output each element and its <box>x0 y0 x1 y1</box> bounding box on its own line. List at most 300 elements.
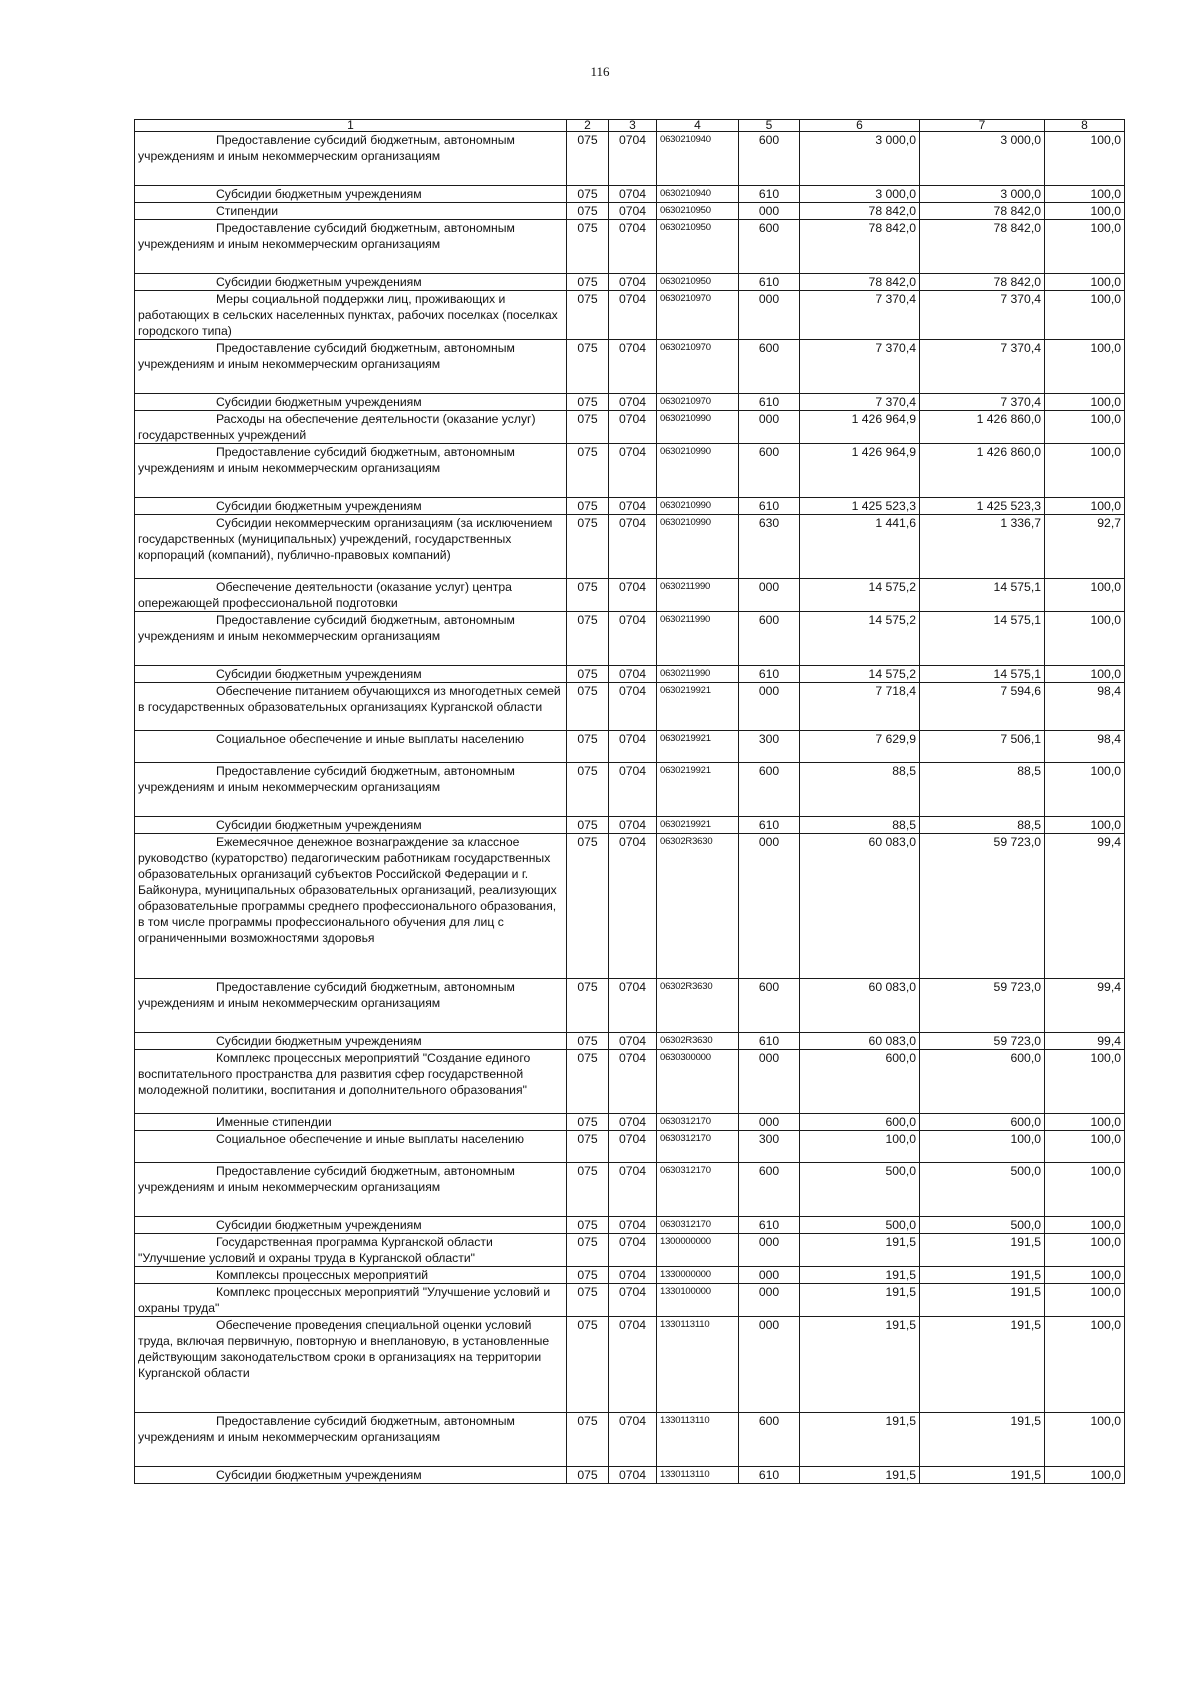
row-name-cell <box>135 1267 567 1284</box>
row-executed-amount-cell: 191,5 <box>920 1317 1045 1413</box>
row-ministry-code-cell: 075 <box>567 763 609 817</box>
row-planned-amount-cell: 7 629,9 <box>800 731 920 763</box>
row-target-code-cell: 0630210990 <box>657 411 739 444</box>
row-name-text: Обеспечение проведения специальной оценки условий труда, включая первичную, повторную и внеплановую, в установленные действующим законодательством сроки в организациях на территории Курганской области <box>138 1318 550 1380</box>
row-ministry-code-cell: 075 <box>567 1413 609 1467</box>
row-name-text: Субсидии некоммерческим организациям (за исключением государственных (муниципальных) учреждений, государственных корпораций (компаний), публично-правовых компаний) <box>138 516 553 562</box>
row-ministry-code-cell: 075 <box>567 498 609 515</box>
row-planned-amount-cell: 60 083,0 <box>800 1033 920 1050</box>
row-executed-amount-cell: 78 842,0 <box>920 203 1045 220</box>
row-planned-amount-cell: 88,5 <box>800 763 920 817</box>
table-row <box>135 666 1125 683</box>
header-row <box>135 120 1125 132</box>
row-name-text: Предоставление субсидий бюджетным, автономным учреждениям и иным некоммерческим организациям <box>138 764 515 794</box>
table-row <box>135 1033 1125 1050</box>
row-percent-cell: 100,0 <box>1045 666 1125 683</box>
table-row <box>135 683 1125 731</box>
row-target-code-cell: 0630210940 <box>657 186 739 203</box>
row-percent-cell: 100,0 <box>1045 1114 1125 1131</box>
row-name-text: Комплекс процессных мероприятий "Улучшение условий и охраны труда" <box>138 1285 551 1315</box>
row-name-text: Субсидии бюджетным учреждениям <box>216 499 422 513</box>
row-name-text: Предоставление субсидий бюджетным, автономным учреждениям и иным некоммерческим организациям <box>138 133 515 163</box>
row-planned-amount-cell: 60 083,0 <box>800 834 920 979</box>
row-name-cell <box>135 1234 567 1267</box>
row-section-code-cell: 0704 <box>609 1163 657 1217</box>
row-percent-cell: 99,4 <box>1045 979 1125 1033</box>
row-name-text: Предоставление субсидий бюджетным, автономным учреждениям и иным некоммерческим организациям <box>138 445 515 475</box>
row-percent-cell: 100,0 <box>1045 1413 1125 1467</box>
row-target-code-cell: 0630210950 <box>657 220 739 274</box>
row-expense-type-cell: 630 <box>739 515 800 579</box>
row-name-text: Предоставление субсидий бюджетным, автономным учреждениям и иным некоммерческим организациям <box>138 221 515 251</box>
row-section-code-cell: 0704 <box>609 498 657 515</box>
row-target-code-cell: 0630210970 <box>657 291 739 340</box>
row-executed-amount-cell: 191,5 <box>920 1234 1045 1267</box>
row-planned-amount-cell: 191,5 <box>800 1467 920 1484</box>
table-row <box>135 817 1125 834</box>
row-expense-type-cell: 610 <box>739 1033 800 1050</box>
row-expense-type-cell: 000 <box>739 1267 800 1284</box>
row-ministry-code-cell: 075 <box>567 220 609 274</box>
row-target-code-cell: 0630210940 <box>657 132 739 186</box>
row-planned-amount-cell: 600,0 <box>800 1114 920 1131</box>
row-ministry-code-cell: 075 <box>567 1317 609 1413</box>
row-name-cell <box>135 291 567 340</box>
row-expense-type-cell: 600 <box>739 132 800 186</box>
row-target-code-cell: 0630210970 <box>657 394 739 411</box>
row-percent-cell: 92,7 <box>1045 515 1125 579</box>
row-section-code-cell: 0704 <box>609 394 657 411</box>
row-expense-type-cell: 300 <box>739 731 800 763</box>
row-planned-amount-cell: 1 425 523,3 <box>800 498 920 515</box>
row-name-cell <box>135 498 567 515</box>
row-section-code-cell: 0704 <box>609 1284 657 1317</box>
row-target-code-cell: 0630312170 <box>657 1114 739 1131</box>
row-executed-amount-cell: 7 370,4 <box>920 394 1045 411</box>
row-planned-amount-cell: 191,5 <box>800 1234 920 1267</box>
row-name-text: Меры социальной поддержки лиц, проживающих и работающих в сельских населенных пунктах, рабочих поселках (поселках городского типа) <box>138 292 558 338</box>
row-percent-cell: 98,4 <box>1045 683 1125 731</box>
row-expense-type-cell: 000 <box>739 203 800 220</box>
row-name-cell <box>135 579 567 612</box>
table-row <box>135 731 1125 763</box>
row-expense-type-cell: 610 <box>739 1217 800 1234</box>
row-name-text: Предоставление субсидий бюджетным, автономным учреждениям и иным некоммерческим организациям <box>138 613 515 643</box>
row-executed-amount-cell: 7 594,6 <box>920 683 1045 731</box>
row-ministry-code-cell: 075 <box>567 612 609 666</box>
row-target-code-cell: 0630219921 <box>657 763 739 817</box>
row-expense-type-cell: 000 <box>739 1317 800 1413</box>
row-percent-cell: 100,0 <box>1045 498 1125 515</box>
row-section-code-cell: 0704 <box>609 411 657 444</box>
row-ministry-code-cell: 075 <box>567 1217 609 1234</box>
row-executed-amount-cell: 191,5 <box>920 1413 1045 1467</box>
row-ministry-code-cell: 075 <box>567 1131 609 1163</box>
row-name-cell <box>135 203 567 220</box>
row-target-code-cell: 0630211990 <box>657 579 739 612</box>
table-row <box>135 340 1125 394</box>
row-ministry-code-cell: 075 <box>567 1163 609 1217</box>
row-target-code-cell: 0630312170 <box>657 1217 739 1234</box>
row-target-code-cell: 0630219921 <box>657 817 739 834</box>
row-name-cell <box>135 444 567 498</box>
row-section-code-cell: 0704 <box>609 666 657 683</box>
header-cell: 3 <box>609 120 657 132</box>
row-expense-type-cell: 610 <box>739 498 800 515</box>
row-expense-type-cell: 610 <box>739 1467 800 1484</box>
row-planned-amount-cell: 1 441,6 <box>800 515 920 579</box>
row-ministry-code-cell: 075 <box>567 394 609 411</box>
row-expense-type-cell: 610 <box>739 274 800 291</box>
row-ministry-code-cell: 075 <box>567 1284 609 1317</box>
row-ministry-code-cell: 075 <box>567 1234 609 1267</box>
table-row <box>135 834 1125 979</box>
row-name-text: Государственная программа Курганской области "Улучшение условий и охраны труда в Курганской области" <box>138 1235 493 1265</box>
row-section-code-cell: 0704 <box>609 1050 657 1114</box>
row-name-cell <box>135 411 567 444</box>
row-planned-amount-cell: 14 575,2 <box>800 612 920 666</box>
row-expense-type-cell: 000 <box>739 411 800 444</box>
row-name-cell <box>135 1467 567 1484</box>
row-target-code-cell: 0630210990 <box>657 498 739 515</box>
table-row <box>135 274 1125 291</box>
row-executed-amount-cell: 88,5 <box>920 763 1045 817</box>
table-row <box>135 1467 1125 1484</box>
row-name-cell <box>135 979 567 1033</box>
row-planned-amount-cell: 78 842,0 <box>800 274 920 291</box>
row-name-text: Комплексы процессных мероприятий <box>216 1268 429 1282</box>
table-row <box>135 612 1125 666</box>
row-executed-amount-cell: 3 000,0 <box>920 186 1045 203</box>
table-row <box>135 291 1125 340</box>
row-planned-amount-cell: 88,5 <box>800 817 920 834</box>
row-expense-type-cell: 600 <box>739 612 800 666</box>
row-executed-amount-cell: 88,5 <box>920 817 1045 834</box>
row-name-text: Субсидии бюджетным учреждениям <box>216 1218 422 1232</box>
row-executed-amount-cell: 59 723,0 <box>920 979 1045 1033</box>
row-planned-amount-cell: 191,5 <box>800 1284 920 1317</box>
budget-table <box>134 119 1125 1484</box>
row-ministry-code-cell: 075 <box>567 411 609 444</box>
row-target-code-cell: 0630210990 <box>657 444 739 498</box>
row-planned-amount-cell: 78 842,0 <box>800 203 920 220</box>
row-name-cell <box>135 1413 567 1467</box>
header-cell: 1 <box>135 120 567 132</box>
row-percent-cell: 100,0 <box>1045 579 1125 612</box>
row-ministry-code-cell: 075 <box>567 186 609 203</box>
row-section-code-cell: 0704 <box>609 1267 657 1284</box>
table-row <box>135 203 1125 220</box>
row-ministry-code-cell: 075 <box>567 291 609 340</box>
row-executed-amount-cell: 1 336,7 <box>920 515 1045 579</box>
row-name-cell <box>135 1284 567 1317</box>
row-section-code-cell: 0704 <box>609 203 657 220</box>
row-ministry-code-cell: 075 <box>567 683 609 731</box>
row-target-code-cell: 0630219921 <box>657 683 739 731</box>
row-expense-type-cell: 600 <box>739 979 800 1033</box>
row-name-text: Комплекс процессных мероприятий "Создание единого воспитательного пространства для развития сфер государственной молодежной политики, воспитания и дополнительного образования" <box>138 1051 531 1097</box>
row-name-text: Именные стипендии <box>216 1115 332 1129</box>
row-name-cell <box>135 394 567 411</box>
row-name-text: Субсидии бюджетным учреждениям <box>216 818 422 832</box>
row-ministry-code-cell: 075 <box>567 340 609 394</box>
row-executed-amount-cell: 7 506,1 <box>920 731 1045 763</box>
row-name-cell <box>135 132 567 186</box>
row-target-code-cell: 0630312170 <box>657 1131 739 1163</box>
row-percent-cell: 100,0 <box>1045 1163 1125 1217</box>
row-ministry-code-cell: 075 <box>567 444 609 498</box>
row-executed-amount-cell: 3 000,0 <box>920 132 1045 186</box>
row-name-text: Ежемесячное денежное вознаграждение за классное руководство (кураторство) педагогическим работникам государственных образовательных организаций субъектов Российской Федерации и г. Байконура, муниципальных образовательных организаций, реализующих образовательные программы среднего профессионального образования, в том числе программы профессионального обучения для лиц с ограниченными возможностями здоровья <box>138 835 557 945</box>
row-name-cell <box>135 683 567 731</box>
row-section-code-cell: 0704 <box>609 731 657 763</box>
row-percent-cell: 100,0 <box>1045 411 1125 444</box>
row-executed-amount-cell: 191,5 <box>920 1267 1045 1284</box>
row-name-cell <box>135 731 567 763</box>
row-planned-amount-cell: 600,0 <box>800 1050 920 1114</box>
row-planned-amount-cell: 7 718,4 <box>800 683 920 731</box>
row-name-text: Стипендии <box>216 204 279 218</box>
row-target-code-cell: 0630300000 <box>657 1050 739 1114</box>
row-name-text: Расходы на обеспечение деятельности (оказание услуг) государственных учреждений <box>138 412 536 442</box>
table-row <box>135 1050 1125 1114</box>
row-executed-amount-cell: 191,5 <box>920 1284 1045 1317</box>
table-row <box>135 498 1125 515</box>
row-planned-amount-cell: 7 370,4 <box>800 340 920 394</box>
row-percent-cell: 100,0 <box>1045 817 1125 834</box>
row-target-code-cell: 0630211990 <box>657 666 739 683</box>
row-name-cell <box>135 515 567 579</box>
row-name-cell <box>135 612 567 666</box>
row-section-code-cell: 0704 <box>609 186 657 203</box>
row-name-text: Предоставление субсидий бюджетным, автономным учреждениям и иным некоммерческим организациям <box>138 1414 515 1444</box>
row-target-code-cell: 0630210950 <box>657 274 739 291</box>
row-name-cell <box>135 817 567 834</box>
row-ministry-code-cell: 075 <box>567 132 609 186</box>
row-percent-cell: 100,0 <box>1045 1217 1125 1234</box>
row-percent-cell: 100,0 <box>1045 340 1125 394</box>
row-ministry-code-cell: 075 <box>567 274 609 291</box>
row-planned-amount-cell: 60 083,0 <box>800 979 920 1033</box>
row-percent-cell: 100,0 <box>1045 1131 1125 1163</box>
row-name-text: Субсидии бюджетным учреждениям <box>216 187 422 201</box>
row-section-code-cell: 0704 <box>609 817 657 834</box>
row-percent-cell: 100,0 <box>1045 274 1125 291</box>
row-section-code-cell: 0704 <box>609 1413 657 1467</box>
row-section-code-cell: 0704 <box>609 1033 657 1050</box>
row-expense-type-cell: 000 <box>739 291 800 340</box>
row-section-code-cell: 0704 <box>609 1217 657 1234</box>
row-percent-cell: 100,0 <box>1045 1467 1125 1484</box>
row-section-code-cell: 0704 <box>609 579 657 612</box>
row-ministry-code-cell: 075 <box>567 515 609 579</box>
row-name-cell <box>135 1033 567 1050</box>
row-executed-amount-cell: 14 575,1 <box>920 612 1045 666</box>
row-section-code-cell: 0704 <box>609 1131 657 1163</box>
row-name-cell <box>135 186 567 203</box>
row-name-text: Предоставление субсидий бюджетным, автономным учреждениям и иным некоммерческим организациям <box>138 980 515 1010</box>
row-expense-type-cell: 600 <box>739 444 800 498</box>
row-executed-amount-cell: 59 723,0 <box>920 1033 1045 1050</box>
row-target-code-cell: 06302R3630 <box>657 1033 739 1050</box>
row-executed-amount-cell: 600,0 <box>920 1050 1045 1114</box>
row-expense-type-cell: 600 <box>739 1413 800 1467</box>
table-row <box>135 1317 1125 1413</box>
row-ministry-code-cell: 075 <box>567 1114 609 1131</box>
table-row <box>135 979 1125 1033</box>
row-name-cell <box>135 834 567 979</box>
row-expense-type-cell: 000 <box>739 1234 800 1267</box>
row-percent-cell: 100,0 <box>1045 612 1125 666</box>
table-row <box>135 1234 1125 1267</box>
row-name-cell <box>135 666 567 683</box>
row-section-code-cell: 0704 <box>609 274 657 291</box>
table-row <box>135 444 1125 498</box>
row-executed-amount-cell: 14 575,1 <box>920 666 1045 683</box>
row-name-text: Субсидии бюджетным учреждениям <box>216 667 422 681</box>
row-percent-cell: 100,0 <box>1045 203 1125 220</box>
table-row <box>135 763 1125 817</box>
header-cell: 5 <box>739 120 800 132</box>
row-name-cell <box>135 1317 567 1413</box>
row-target-code-cell: 06302R3630 <box>657 834 739 979</box>
table-row <box>135 186 1125 203</box>
header-cell: 6 <box>800 120 920 132</box>
row-executed-amount-cell: 78 842,0 <box>920 274 1045 291</box>
header-cell: 4 <box>657 120 739 132</box>
row-percent-cell: 100,0 <box>1045 132 1125 186</box>
row-name-cell <box>135 220 567 274</box>
row-executed-amount-cell: 14 575,1 <box>920 579 1045 612</box>
row-section-code-cell: 0704 <box>609 1114 657 1131</box>
row-name-text: Субсидии бюджетным учреждениям <box>216 1034 422 1048</box>
row-executed-amount-cell: 500,0 <box>920 1163 1045 1217</box>
row-planned-amount-cell: 14 575,2 <box>800 579 920 612</box>
row-section-code-cell: 0704 <box>609 834 657 979</box>
row-executed-amount-cell: 1 425 523,3 <box>920 498 1045 515</box>
row-executed-amount-cell: 500,0 <box>920 1217 1045 1234</box>
row-percent-cell: 100,0 <box>1045 444 1125 498</box>
row-expense-type-cell: 610 <box>739 666 800 683</box>
row-name-cell <box>135 1131 567 1163</box>
table-row <box>135 1267 1125 1284</box>
row-name-cell <box>135 340 567 394</box>
row-percent-cell: 100,0 <box>1045 291 1125 340</box>
row-expense-type-cell: 600 <box>739 220 800 274</box>
row-expense-type-cell: 610 <box>739 394 800 411</box>
row-expense-type-cell: 610 <box>739 186 800 203</box>
row-planned-amount-cell: 500,0 <box>800 1217 920 1234</box>
row-planned-amount-cell: 191,5 <box>800 1413 920 1467</box>
table-row <box>135 1217 1125 1234</box>
table-row <box>135 411 1125 444</box>
row-name-text: Предоставление субсидий бюджетным, автономным учреждениям и иным некоммерческим организациям <box>138 341 515 371</box>
row-planned-amount-cell: 1 426 964,9 <box>800 411 920 444</box>
row-section-code-cell: 0704 <box>609 683 657 731</box>
row-target-code-cell: 0630210970 <box>657 340 739 394</box>
row-percent-cell: 100,0 <box>1045 1284 1125 1317</box>
row-target-code-cell: 0630219921 <box>657 731 739 763</box>
row-expense-type-cell: 610 <box>739 817 800 834</box>
row-percent-cell: 100,0 <box>1045 1050 1125 1114</box>
row-section-code-cell: 0704 <box>609 979 657 1033</box>
row-section-code-cell: 0704 <box>609 132 657 186</box>
row-expense-type-cell: 000 <box>739 579 800 612</box>
header-cell: 7 <box>920 120 1045 132</box>
row-planned-amount-cell: 7 370,4 <box>800 394 920 411</box>
row-expense-type-cell: 000 <box>739 1050 800 1114</box>
row-target-code-cell: 0630210990 <box>657 515 739 579</box>
row-executed-amount-cell: 7 370,4 <box>920 291 1045 340</box>
row-executed-amount-cell: 600,0 <box>920 1114 1045 1131</box>
row-section-code-cell: 0704 <box>609 291 657 340</box>
row-ministry-code-cell: 075 <box>567 817 609 834</box>
row-expense-type-cell: 000 <box>739 834 800 979</box>
row-executed-amount-cell: 100,0 <box>920 1131 1045 1163</box>
row-section-code-cell: 0704 <box>609 1317 657 1413</box>
table-body <box>135 132 1125 1484</box>
table-row <box>135 1284 1125 1317</box>
row-section-code-cell: 0704 <box>609 515 657 579</box>
row-expense-type-cell: 000 <box>739 1114 800 1131</box>
row-target-code-cell: 1330113110 <box>657 1467 739 1484</box>
row-name-cell <box>135 763 567 817</box>
row-name-text: Субсидии бюджетным учреждениям <box>216 395 422 409</box>
row-ministry-code-cell: 075 <box>567 203 609 220</box>
row-percent-cell: 100,0 <box>1045 220 1125 274</box>
row-ministry-code-cell: 075 <box>567 1467 609 1484</box>
row-name-cell <box>135 1163 567 1217</box>
row-name-text: Социальное обеспечение и иные выплаты населению <box>216 732 524 746</box>
header-cell: 8 <box>1045 120 1125 132</box>
row-planned-amount-cell: 3 000,0 <box>800 186 920 203</box>
row-expense-type-cell: 600 <box>739 763 800 817</box>
row-name-text: Предоставление субсидий бюджетным, автономным учреждениям и иным некоммерческим организациям <box>138 1164 515 1194</box>
row-name-cell <box>135 274 567 291</box>
row-ministry-code-cell: 075 <box>567 1267 609 1284</box>
table-row <box>135 132 1125 186</box>
row-target-code-cell: 1330100000 <box>657 1284 739 1317</box>
row-planned-amount-cell: 3 000,0 <box>800 132 920 186</box>
page-number: 116 <box>590 64 610 79</box>
row-planned-amount-cell: 191,5 <box>800 1267 920 1284</box>
row-expense-type-cell: 300 <box>739 1131 800 1163</box>
row-name-cell <box>135 1114 567 1131</box>
row-ministry-code-cell: 075 <box>567 666 609 683</box>
row-planned-amount-cell: 500,0 <box>800 1163 920 1217</box>
row-section-code-cell: 0704 <box>609 1467 657 1484</box>
row-expense-type-cell: 600 <box>739 340 800 394</box>
row-percent-cell: 100,0 <box>1045 1267 1125 1284</box>
table-row <box>135 220 1125 274</box>
table-row <box>135 579 1125 612</box>
row-target-code-cell: 0630211990 <box>657 612 739 666</box>
row-target-code-cell: 0630210950 <box>657 203 739 220</box>
table-row <box>135 1413 1125 1467</box>
row-planned-amount-cell: 1 426 964,9 <box>800 444 920 498</box>
row-target-code-cell: 1330113110 <box>657 1413 739 1467</box>
row-percent-cell: 100,0 <box>1045 1234 1125 1267</box>
row-target-code-cell: 1330000000 <box>657 1267 739 1284</box>
row-ministry-code-cell: 075 <box>567 979 609 1033</box>
row-expense-type-cell: 600 <box>739 1163 800 1217</box>
row-target-code-cell: 1300000000 <box>657 1234 739 1267</box>
row-target-code-cell: 1330113110 <box>657 1317 739 1413</box>
row-section-code-cell: 0704 <box>609 444 657 498</box>
row-section-code-cell: 0704 <box>609 220 657 274</box>
row-expense-type-cell: 000 <box>739 1284 800 1317</box>
table-row <box>135 394 1125 411</box>
